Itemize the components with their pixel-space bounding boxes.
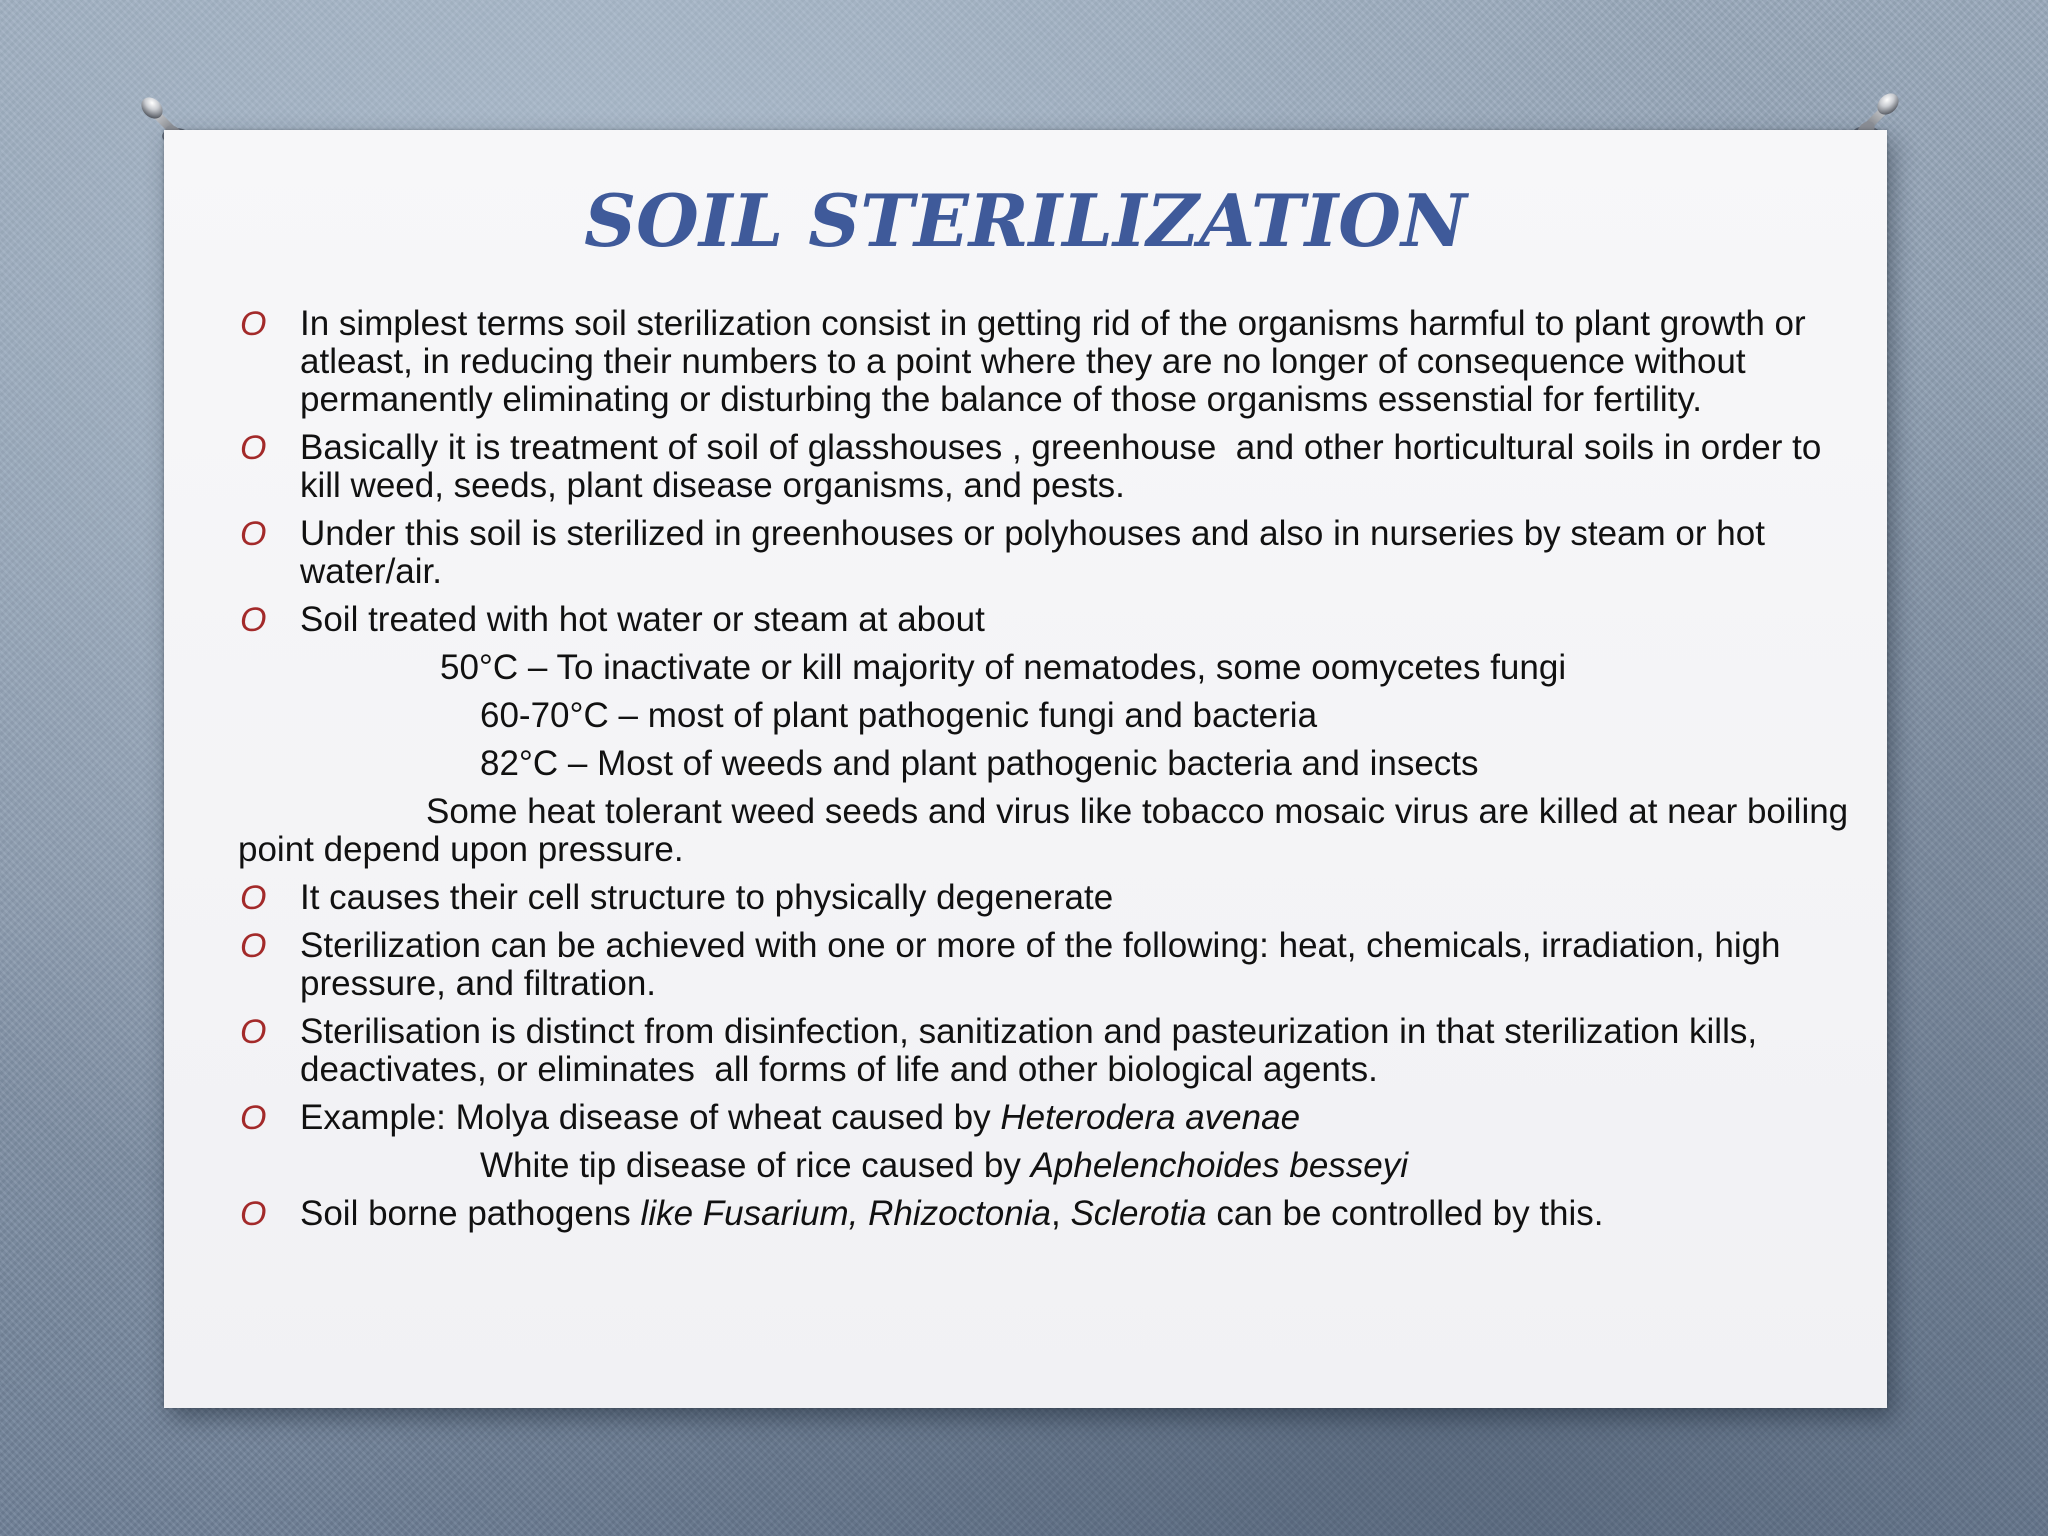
species-name: Aphelenchoides besseyi [1030,1146,1409,1185]
temperature-line: 60-70°C – most of plant pathogenic fungi and bacteria [480,696,1318,735]
slide-paper [164,130,1887,1408]
temperature-line: 82°C – Most of weeds and plant pathogenic bacteria and insects [480,744,1479,783]
bullet-icon: O [240,1099,267,1137]
slide-content [238,305,1858,1243]
bullet-icon: O [240,1195,267,1233]
bullet-item [238,601,1858,639]
bullet-icon: O [240,601,267,639]
bullet-item [238,305,1858,419]
bullet-text: In simplest terms soil sterilization consist in getting rid of the organisms harmful to plant growth or atleast, in reducing their numbers to a point where they are no longer of consequence without permanently eliminating or disturbing the balance of those organisms essenstial for fertility. [300,304,1806,419]
bullet-text: It causes their cell structure to physically degenerate [300,878,1114,917]
separator-text: , [1050,1194,1071,1233]
pathogen-name: Sclerotia [1070,1194,1207,1233]
bullet-item [238,879,1858,917]
bullet-item [238,927,1858,1003]
bullet-icon: O [240,429,267,467]
species-name: Heterodera avenae [1000,1098,1301,1137]
bullet-item [238,429,1858,505]
example-text: Example: Molya disease of wheat caused by [300,1098,1001,1137]
bullet-icon: O [240,879,267,917]
bullet-text: Basically it is treatment of soil of glasshouses , greenhouse and other horticultural soils in order to kill weed, seeds, plant disease organisms, and pests. [300,428,1832,505]
bullet-text: Sterilization can be achieved with one or more of the following: heat, chemicals, irradiation, high pressure, and filtration. [300,926,1781,1003]
bullet-text: Under this soil is sterilized in greenhouses or polyhouses and also in nurseries by steam or hot water/air. [300,514,1765,591]
example-line-2 [238,1147,1858,1185]
example-text: White tip disease of rice caused by [480,1146,1031,1185]
bullet-text: Sterilisation is distinct from disinfection, sanitization and pasteurization in that sterilization kills, deactivates, or eliminates all forms of life and other biological agents. [300,1012,1767,1089]
bullet-item [238,1013,1858,1089]
bullet-item-example [238,1099,1858,1137]
bullet-text: Soil borne pathogens [300,1194,641,1233]
pathogen-names: like Fusarium, Rhizoctonia [640,1194,1051,1233]
bullet-icon: O [240,1013,267,1051]
temperature-line: 50°C – To inactivate or kill majority of nematodes, some oomycetes fungi [440,648,1567,687]
bullet-icon: O [240,515,267,553]
bullet-icon: O [240,927,267,965]
bullet-text: can be controlled by this. [1206,1194,1604,1233]
bullet-icon: O [240,305,267,343]
slide-title: SOIL STERILIZATION [584,178,1467,263]
bullet-text: Soil treated with hot water or steam at about [300,600,985,639]
boiling-note: Some heat tolerant weed seeds and virus like tobacco mosaic virus are killed at near boiling point depend upon pressure. [238,792,1849,869]
bullet-item [238,515,1858,591]
bullet-item [238,1195,1858,1233]
